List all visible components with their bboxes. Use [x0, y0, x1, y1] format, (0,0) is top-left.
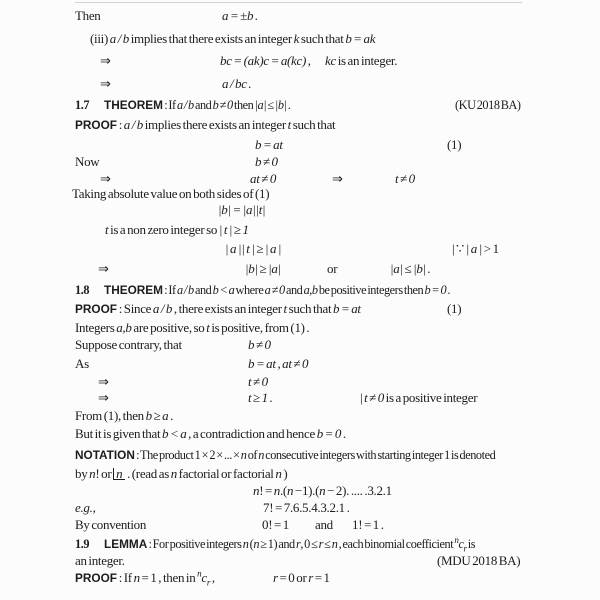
math-run: b ≠ 0 — [212, 98, 233, 112]
text-run: ) — [281, 466, 288, 481]
math-run: n — [240, 448, 247, 462]
text-run — [273, 570, 330, 586]
text-run: : If — [163, 98, 177, 112]
math-run: t — [283, 301, 287, 316]
math-run: t ≠ 0 — [248, 374, 268, 389]
math-run: |a| ≤ |b| — [254, 98, 287, 112]
text-run: ≥ 1) and — [259, 537, 296, 551]
text-run: by — [75, 466, 90, 481]
math-run: t ≠ 0 — [364, 390, 384, 405]
keyword: PROOF — [75, 302, 117, 316]
math-run: a,b — [116, 320, 132, 335]
text-run: ⇒ — [332, 171, 343, 186]
text-run: = 1 , then in — [139, 570, 198, 585]
math-run: r — [318, 537, 323, 551]
math-run: e.g., — [75, 500, 96, 515]
proof-1-7-intro — [0, 117, 600, 133]
text-run: and — [193, 283, 213, 297]
section-number: 1.7 — [75, 98, 90, 112]
citation-mdu-2018: (MDU 2018 BA) — [437, 553, 521, 568]
math-run: n — [89, 466, 96, 481]
text-run: > 1 — [482, 241, 499, 256]
text-run: : The product 1 × 2 × ... × — [134, 448, 241, 462]
math-run: | a || t | ≥ | a | — [225, 241, 282, 256]
math-run: a = ±b . — [222, 8, 258, 23]
text-run: Now — [75, 154, 100, 169]
math-run: a / b — [176, 98, 194, 112]
math-run: n — [286, 483, 294, 498]
section-number: 1.8 — [75, 283, 90, 297]
math-run: t ≠ 0 — [395, 171, 415, 186]
text-run: , 0 ≤ — [300, 537, 319, 551]
math-run: t — [105, 222, 109, 237]
text-run: Taking absolute value on both sides of (1) — [72, 186, 270, 201]
text-run: ! = — [259, 483, 274, 498]
text-run: : If — [116, 570, 134, 585]
text-run: . (read as — [125, 466, 171, 481]
text-run — [325, 53, 397, 69]
text-run: of — [246, 448, 259, 462]
keyword: PROOF — [75, 118, 117, 132]
math-run: |b| = |a||t| — [218, 202, 266, 217]
math-run: t — [206, 320, 210, 335]
factorial-notation-line — [0, 466, 600, 482]
text-run: = 0 or — [277, 570, 309, 585]
text-run: 7! = 7.6.5.4.3.2.1 . — [263, 500, 350, 515]
text-run: : Since — [116, 301, 153, 316]
text-run: then — [232, 98, 255, 112]
math-run: | a | — [465, 241, 483, 256]
theorem-1-8-heading — [0, 282, 600, 298]
text-run: | — [360, 390, 365, 405]
math-run: a / b — [152, 301, 173, 316]
math-run: n — [319, 483, 326, 498]
math-run: b ≠ 0 — [248, 337, 271, 352]
text-run: , — [306, 53, 311, 68]
math-run: |a| ≤ |b| . — [390, 261, 431, 276]
math-run: n — [275, 466, 282, 481]
text-run: is a positive integer — [383, 390, 478, 405]
binomial-coefficient: $^nc_r$ — [454, 534, 467, 554]
text-run: ⇒ — [98, 390, 109, 405]
math-run: r — [295, 537, 301, 551]
case-iii-line — [0, 31, 600, 47]
math-run: n — [242, 537, 249, 551]
math-run: a,b — [303, 283, 318, 297]
math-run: |b| ≥ |a| — [245, 261, 281, 276]
text-run: , — [210, 570, 215, 585]
text-run: and — [284, 283, 304, 297]
text-run — [248, 356, 308, 372]
text-run: , a contradiction and hence — [186, 426, 317, 441]
math-run: r — [273, 570, 278, 585]
keyword: NOTATION — [75, 448, 135, 462]
lemma-1-9-heading — [0, 536, 600, 552]
math-run: b = 0 — [316, 426, 342, 441]
text-run: implies there exists an integer — [142, 117, 288, 132]
text-run: is a non zero integer so — [108, 222, 219, 237]
math-run: t — [287, 117, 291, 132]
text-run: : For positive integers — [147, 537, 243, 551]
text-run: ⇒ — [98, 374, 109, 389]
text-run: , there exists an integer — [172, 301, 284, 316]
text-run: . — [446, 283, 451, 297]
text-run: or — [327, 261, 338, 276]
text-run: implies that there exists an integer — [128, 31, 294, 46]
theorem-1-7-heading — [0, 97, 600, 113]
math-run: t ≥ 1 . — [248, 390, 273, 405]
text-run: (iii) — [90, 31, 110, 46]
math-run: n — [133, 570, 140, 585]
text-run: be positive integers then — [317, 283, 425, 297]
text-run — [253, 483, 392, 499]
text-run: is — [466, 537, 476, 551]
math-run: b < a — [212, 283, 235, 297]
text-run: ⇒ — [100, 76, 111, 91]
text-run: − 2). .... .3.2.1 — [325, 483, 392, 498]
text-run: , — [275, 356, 283, 371]
factorial-bar-notation: n — [113, 468, 125, 480]
text-run — [220, 53, 311, 69]
text-run: ( — [248, 537, 254, 551]
math-run: a / b — [176, 283, 194, 297]
keyword: THEOREM — [104, 98, 163, 112]
proof-1-9-intro — [0, 570, 600, 586]
text-run: By convention — [75, 517, 147, 532]
text-run: 0! = 1 — [262, 517, 289, 532]
math-run: b = at — [255, 137, 283, 152]
math-run: kc — [325, 53, 336, 68]
contradiction-line — [0, 426, 600, 442]
math-run: bc = (ak)c = a(kc) — [220, 53, 307, 68]
text-run: Then — [75, 8, 101, 23]
math-run: b < a — [162, 426, 187, 441]
page-top-rule — [75, 2, 522, 3]
math-run: n — [253, 483, 260, 498]
equation-number: (1) — [447, 301, 462, 316]
text-run: = 1 — [313, 570, 330, 585]
text-run: : If — [163, 283, 177, 297]
text-run: ⇒ — [100, 53, 111, 68]
text-run: an integer. — [75, 553, 125, 568]
text-run: . — [168, 408, 174, 423]
proof-1-8-intro — [0, 301, 600, 317]
text-run: Suppose contrary, that — [75, 337, 182, 352]
math-run: b = at — [333, 301, 361, 316]
keyword: PROOF — [75, 571, 117, 585]
math-run: r — [308, 570, 313, 585]
math-run: b = ak — [345, 31, 376, 46]
text-run — [360, 390, 477, 406]
binomial-coefficient: $^nc_r$ — [197, 568, 211, 588]
notation-line — [0, 447, 600, 463]
math-run: | t | ≥ 1 — [218, 222, 249, 237]
math-run: a / bc . — [222, 76, 252, 91]
text-run — [105, 222, 249, 238]
math-run: b = 0 — [424, 283, 447, 297]
math-run: n — [273, 483, 280, 498]
text-run — [452, 241, 499, 257]
text-run: . — [341, 426, 346, 441]
text-run: ! or — [95, 466, 114, 481]
text-run: . — [286, 98, 291, 112]
math-run: a ≠ 0 — [264, 283, 285, 297]
text-run: such that — [290, 117, 336, 132]
keyword: THEOREM — [104, 283, 163, 297]
text-run: is an integer. — [335, 53, 398, 68]
text-run: Integers — [75, 320, 117, 335]
text-run: and — [193, 98, 213, 112]
text-run: ⇒ — [100, 171, 111, 186]
math-run: at ≠ 0 — [282, 356, 309, 371]
text-run: are positive, so — [131, 320, 207, 335]
text-run: | ∵ — [452, 241, 466, 256]
text-run: From (1), then — [75, 408, 146, 423]
text-run: : — [116, 117, 124, 132]
text-run: such that — [299, 31, 346, 46]
math-run: n — [170, 466, 177, 481]
math-run: b ≠ 0 — [255, 154, 278, 169]
math-run: a / b — [109, 31, 129, 46]
text-run: and — [315, 517, 333, 532]
keyword: LEMMA — [104, 537, 148, 551]
text-run: is positive, from (1) . — [209, 320, 310, 335]
text-run: such that — [286, 301, 334, 316]
text-run: −1).( — [293, 483, 320, 498]
math-run: n — [258, 448, 264, 462]
citation-ku-2018: (KU 2018 BA) — [455, 98, 521, 112]
integers-positive-line — [0, 320, 600, 336]
math-run: n — [253, 537, 260, 551]
text-run: But it is given that — [75, 426, 163, 441]
equation-number: (1) — [447, 137, 462, 152]
math-run: k — [293, 31, 300, 46]
math-run: b ≥ a — [145, 408, 169, 423]
text-run: , each binomial coefficient — [337, 537, 455, 551]
text-run: where — [234, 283, 265, 297]
math-run: n — [331, 537, 338, 551]
math-run: b = at — [248, 356, 276, 371]
section-number: 1.9 — [75, 537, 90, 551]
from-1-line — [0, 408, 600, 424]
text-run: 1! = 1 . — [352, 517, 384, 532]
text-run: factorial or factorial — [176, 466, 276, 481]
math-run: at ≠ 0 — [250, 171, 277, 186]
text-run: .( — [279, 483, 287, 498]
math-run: a / b — [123, 117, 143, 132]
text-run: As — [75, 356, 89, 371]
text-run: consecutive integers with starting integer 1 is denoted — [263, 448, 496, 462]
text-run: ⇒ — [98, 261, 109, 276]
text-run: ≤ — [322, 537, 332, 551]
